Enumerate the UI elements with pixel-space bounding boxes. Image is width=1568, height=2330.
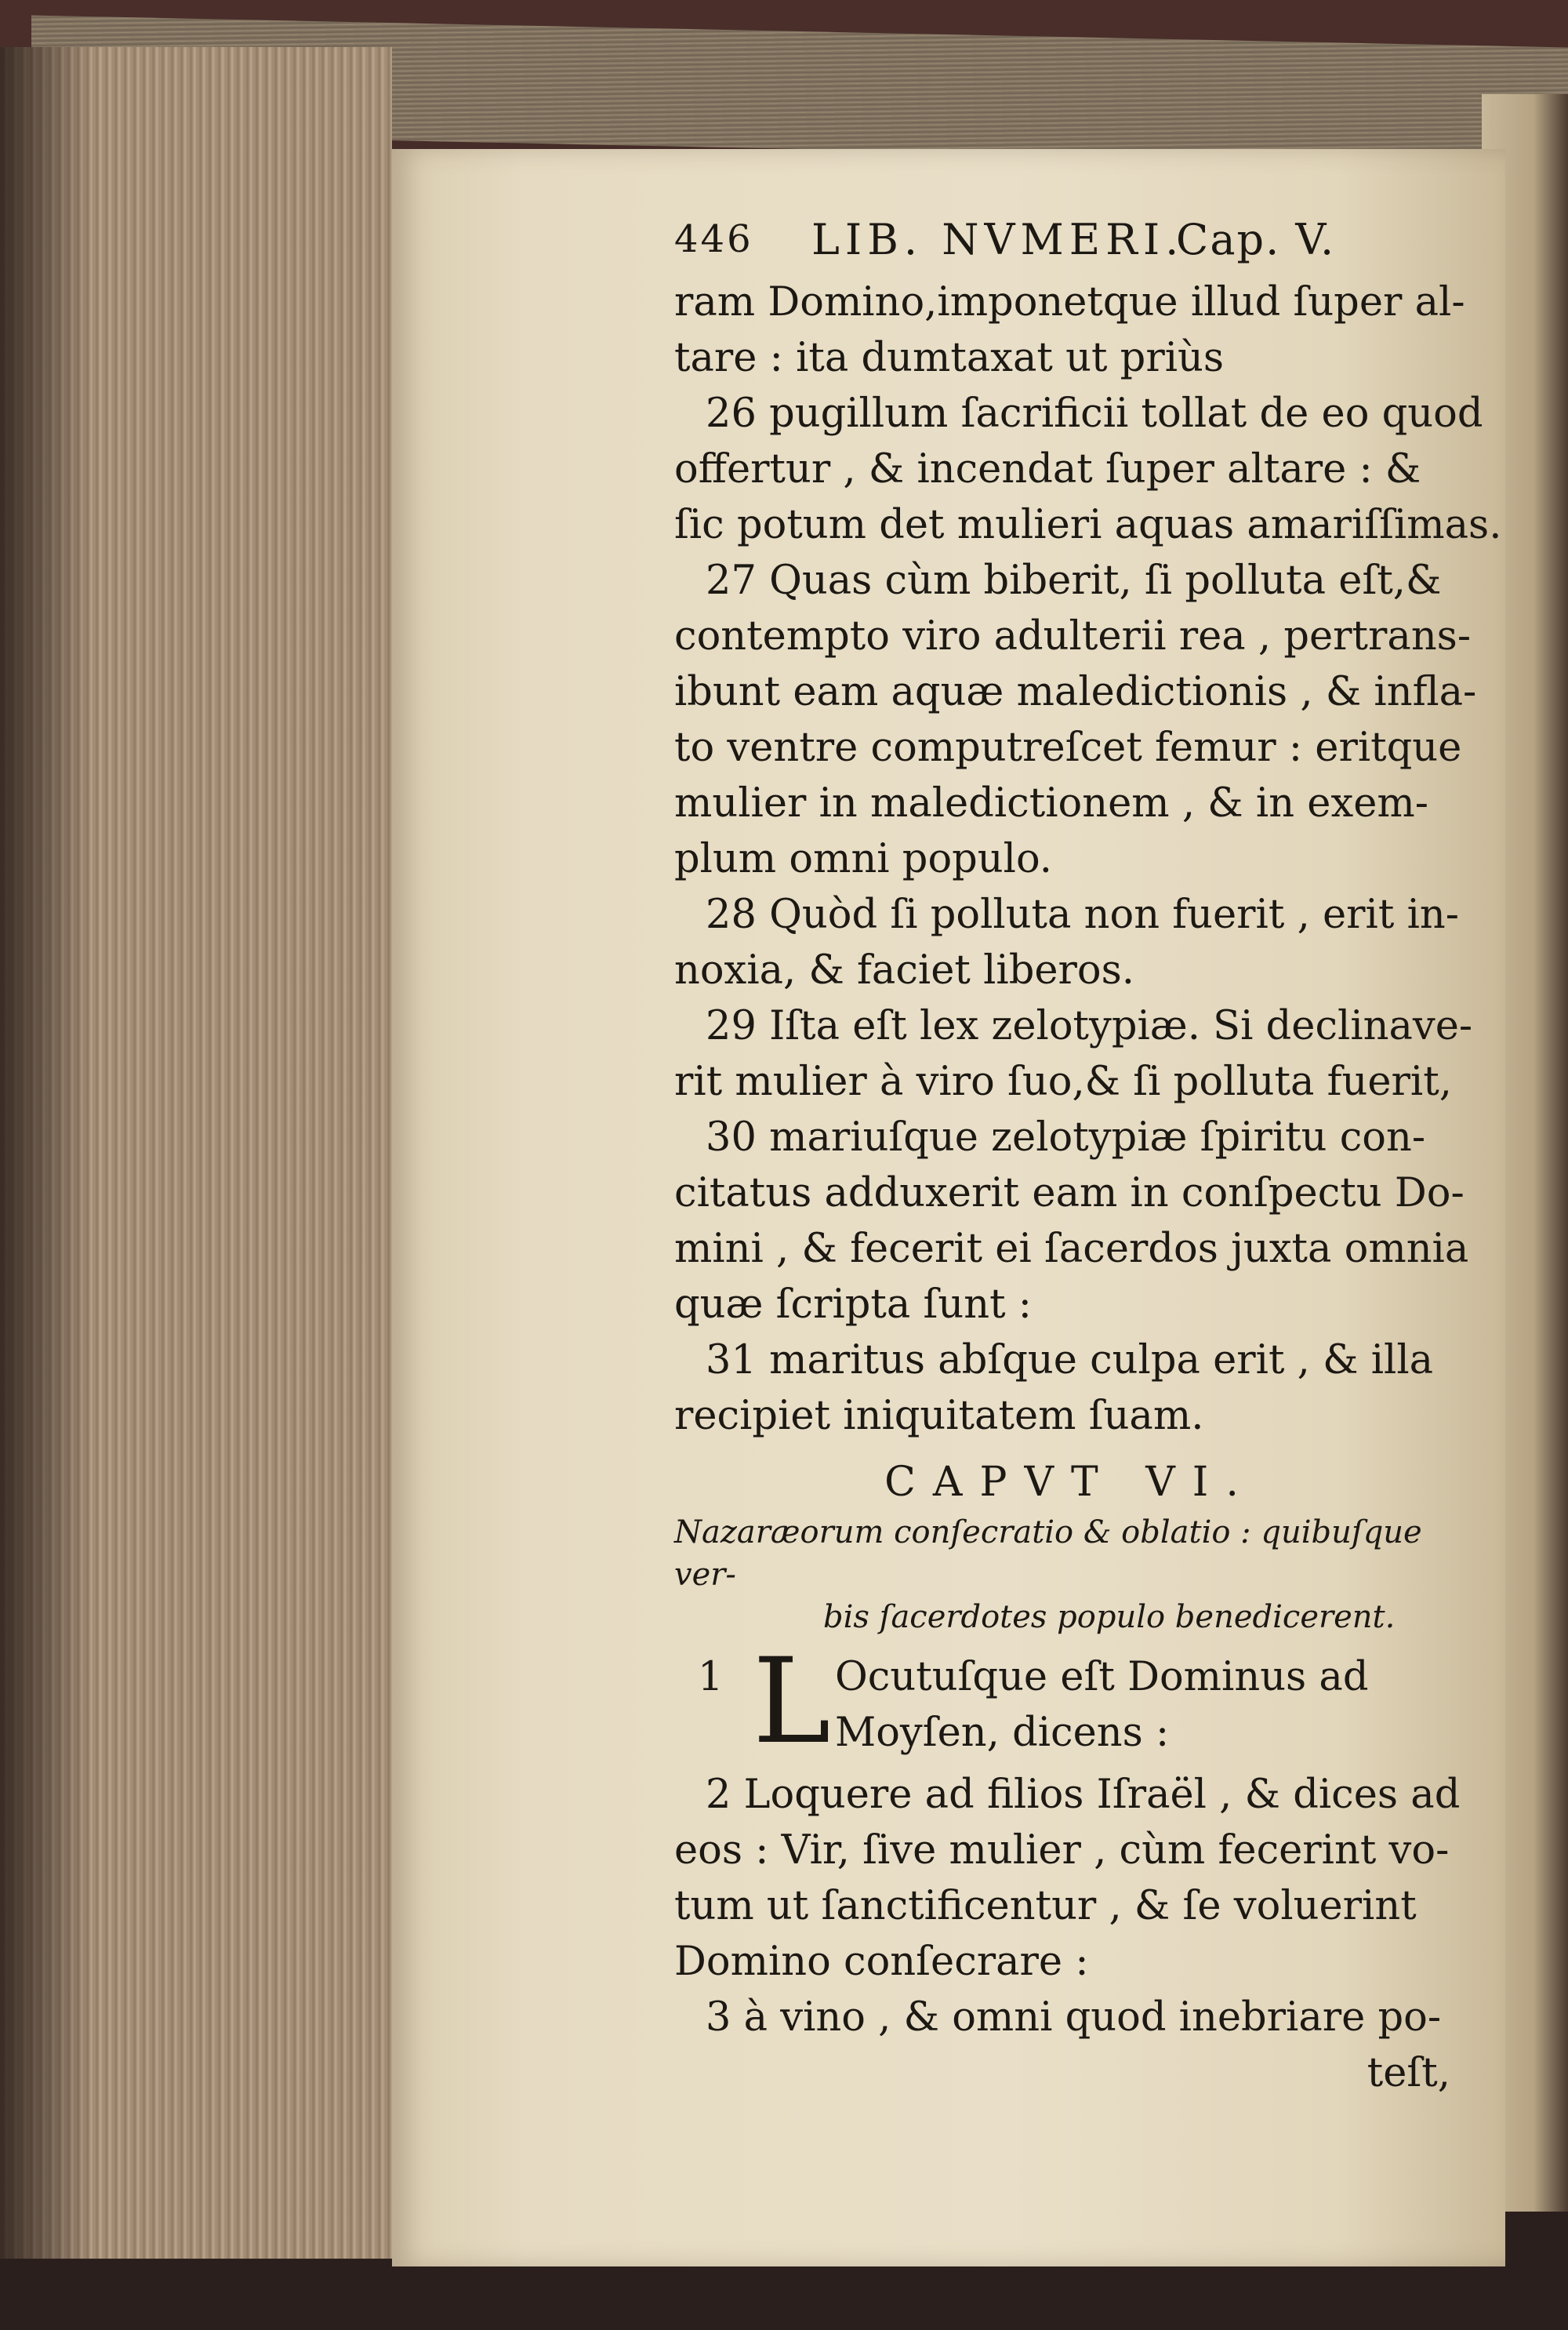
text-line: tare : ita dumtaxat ut priùs xyxy=(674,335,1225,381)
text-line: 2 Loquere ad filios Iſraël , & dices ad xyxy=(706,1772,1461,1818)
chapter-heading: CAPVT VI. xyxy=(884,1459,1256,1506)
text-line: contempto viro adulterii rea , pertrans- xyxy=(674,613,1472,660)
text-line: Domino conſecrare : xyxy=(674,1939,1089,1985)
text-line: Ocutuſque eſt Dominus ad xyxy=(835,1654,1369,1700)
text-line: 26 pugillum ſacrificii tollat de eo quod xyxy=(706,391,1483,437)
catchword: teſt, xyxy=(1367,2050,1450,2096)
running-head xyxy=(674,212,1466,274)
text-line: recipiet iniquitatem ſuam. xyxy=(674,1393,1204,1439)
text-line: citatus adduxerit eam in conſpectu Do- xyxy=(674,1170,1465,1216)
text-block xyxy=(674,212,1502,2101)
text-line: Moyſen, dicens : xyxy=(835,1710,1170,1756)
page-number: 446 xyxy=(674,217,753,261)
text-line: 29 Iſta eſt lex zelotypiæ. Si declinave- xyxy=(706,1003,1473,1049)
verse-number: 1 xyxy=(698,1654,724,1700)
text-line: ſic potum det mulieri aquas amariſſimas. xyxy=(674,502,1502,548)
text-line: 3 à vino , & omni quod inebriare po- xyxy=(706,1994,1442,2041)
text-line: eos : Vir, ſive mulier , cùm fecerint vo- xyxy=(674,1827,1450,1874)
text-line: to ventre computreſcet femur : eritque xyxy=(674,725,1462,771)
verse-1 xyxy=(674,1634,1466,1770)
chapter6-text xyxy=(674,1767,1466,2101)
text-line: 28 Quòd ſi polluta non fuerit , erit in- xyxy=(706,892,1459,938)
text-line: 30 mariuſque zelotypiæ ſpiritu con- xyxy=(706,1114,1426,1161)
chapter-label: Cap. V. xyxy=(1176,215,1336,264)
drop-cap: L xyxy=(753,1634,831,1770)
summary-line: Nazaræorum conſecratio & oblatio : quibuſque ver- xyxy=(674,1514,1422,1593)
text-line: plum omni populo. xyxy=(674,836,1052,882)
text-line: ibunt eam aquæ maledictionis , & infla- xyxy=(674,669,1477,715)
summary-line: bis ſacerdotes populo benedicerent. xyxy=(823,1599,1396,1635)
text-line: rit mulier à viro ſuo,& ſi polluta fuerit, xyxy=(674,1059,1452,1105)
book-title: LIB. NVMERI. xyxy=(811,215,1185,264)
text-line: 31 maritus abſque culpa erit , & illa xyxy=(706,1337,1434,1383)
text-line: quæ ſcripta ſunt : xyxy=(674,1281,1032,1328)
text-line: noxia, & faciet liberos. xyxy=(674,947,1135,994)
book-page xyxy=(392,149,1505,2266)
text-line: tum ut ſanctificentur , & ſe voluerint xyxy=(674,1883,1417,1929)
chapter-summary xyxy=(674,1511,1466,1638)
fore-edge-shadow xyxy=(0,47,94,2259)
text-line: mulier in maledictionem , & in exem- xyxy=(674,780,1428,827)
text-line: mini , & fecerit ei ſacerdos juxta omnia xyxy=(674,1226,1469,1272)
chapter5-text xyxy=(674,274,1502,1444)
text-line: offertur , & incendat ſuper altare : & xyxy=(674,446,1421,493)
text-line: ram Domino,imponetque illud ſuper al- xyxy=(674,279,1465,325)
text-line: 27 Quas cùm biberit, ſi polluta eſt,& xyxy=(706,558,1442,604)
